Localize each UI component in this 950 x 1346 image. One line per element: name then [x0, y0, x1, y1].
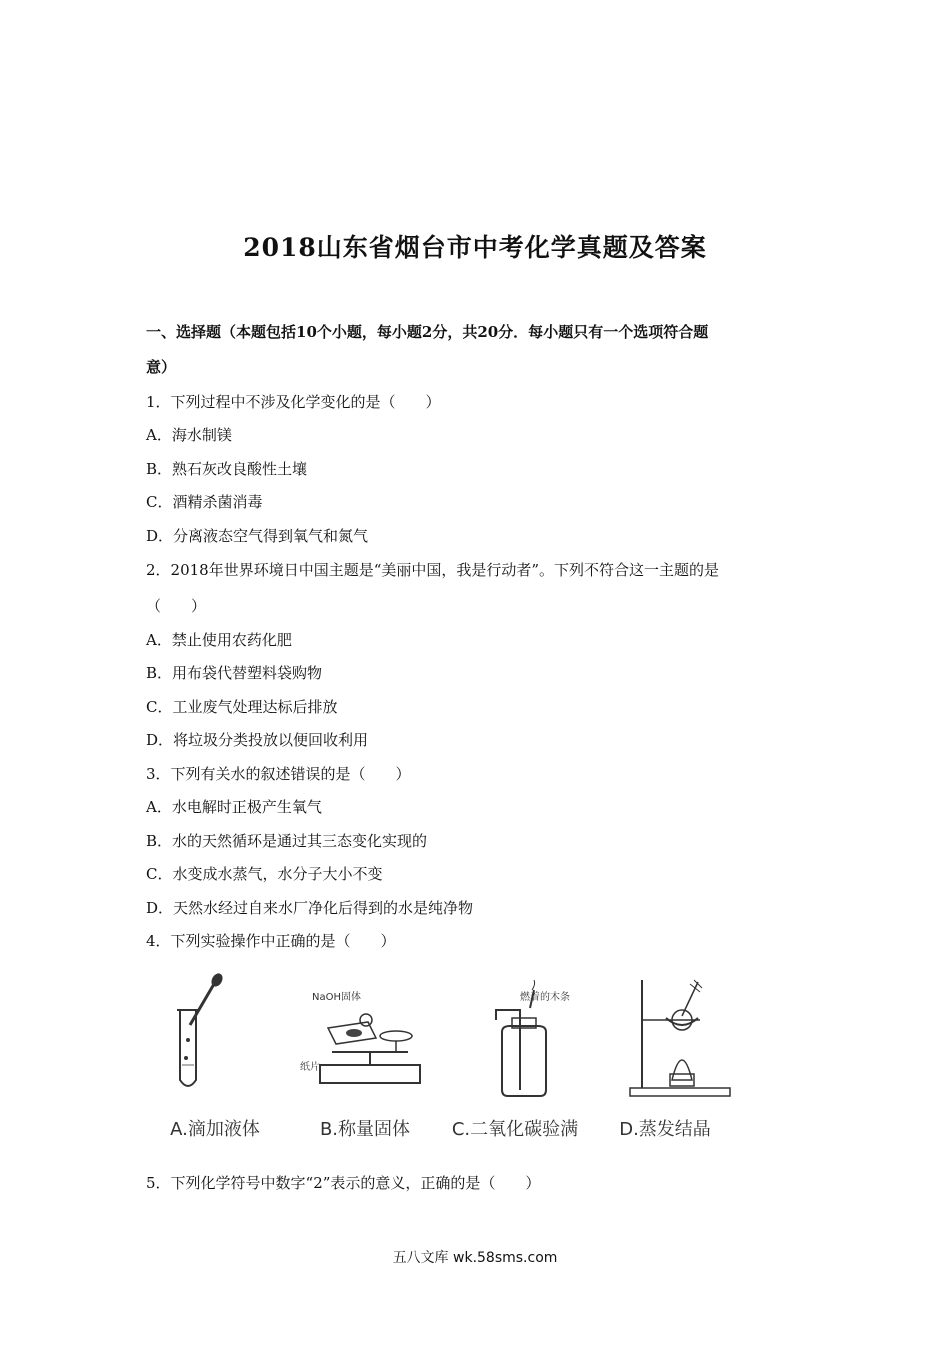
question-2-option-c: C．工业废气处理达标后排放: [146, 698, 338, 716]
evaporation-drawing: [590, 970, 740, 1110]
section-heading-cont: 意）: [146, 358, 177, 376]
question-2-stem-cont: （ ）: [146, 597, 207, 615]
figure-a-label: A.滴加液体: [170, 1119, 260, 1140]
question-4-stem: 4．下列实验操作中正确的是（ ）: [146, 932, 396, 950]
figure-c-label: C.二氧化碳验满: [451, 1119, 579, 1140]
dropper-test-tube-drawing: [140, 970, 290, 1110]
figure-d: [590, 970, 740, 1150]
question-3-option-a: A．水电解时正极产生氧气: [146, 798, 322, 816]
stick-note: 燃着的木条: [520, 992, 570, 1003]
figure-b: [290, 970, 440, 1150]
footer-watermark: 五八文库 wk.58sms.com: [392, 1250, 558, 1266]
question-5-stem: 5．下列化学符号中数字“2”表示的意义，正确的是（ ）: [146, 1174, 541, 1192]
question-2-stem: 2．2018年世界环境日中国主题是“美丽中国，我是行动者”。下列不符合这一主题的是: [146, 561, 720, 579]
question-1-option-c: C．酒精杀菌消毒: [146, 493, 263, 511]
question-2-option-b: B．用布袋代替塑料袋购物: [146, 664, 323, 682]
figure-c: [440, 970, 590, 1150]
figure-b-label: B.称量固体: [319, 1119, 411, 1140]
question-3-option-c: C．水变成水蒸气，水分子大小不变: [146, 865, 383, 883]
naoh-note: NaOH固体: [312, 992, 361, 1003]
question-1-stem: 1．下列过程中不涉及化学变化的是（ ）: [146, 393, 441, 411]
page-title: 2018山东省烟台市中考化学真题及答案: [243, 233, 707, 262]
question-3-option-b: B．水的天然循环是通过其三态变化实现的: [146, 832, 428, 850]
question-2-option-d: D．将垃圾分类投放以便回收利用: [146, 731, 369, 749]
question-2-option-a: A．禁止使用农药化肥: [146, 631, 292, 649]
question-1-option-d: D．分离液态空气得到氧气和氮气: [146, 527, 369, 545]
paper-note: 纸片: [300, 1062, 320, 1073]
question-1-option-b: B．熟石灰改良酸性土壤: [146, 460, 308, 478]
figure-a: [140, 970, 290, 1150]
figure-d-label: D.蒸发结晶: [619, 1119, 711, 1140]
question-3-stem: 3．下列有关水的叙述错误的是（ ）: [146, 765, 411, 783]
section-heading: 一、选择题（本题包括10个小题，每小题2分，共20分．每小题只有一个选项符合题: [146, 323, 709, 341]
question-1-option-a: A．海水制镁: [146, 426, 232, 444]
question-3-option-d: D．天然水经过自来水厂净化后得到的水是纯净物: [146, 899, 474, 917]
experiment-figures: [140, 970, 740, 1160]
